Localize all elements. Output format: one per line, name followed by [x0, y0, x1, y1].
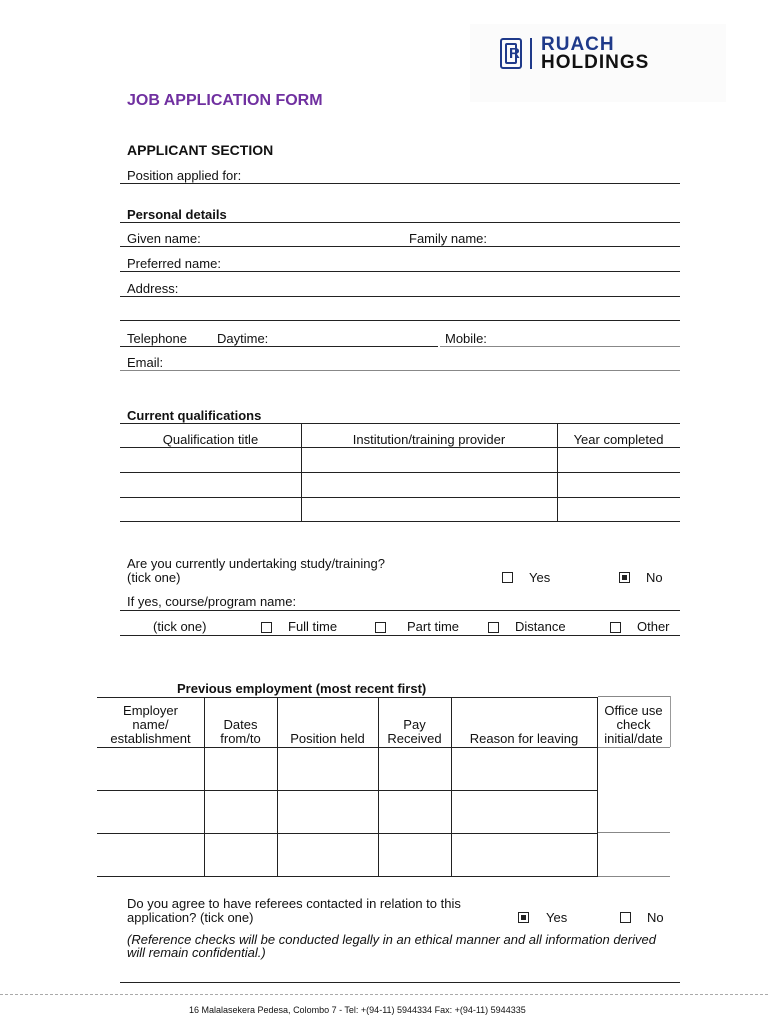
referees-yes-label: Yes [546, 910, 568, 925]
study-no-checkbox[interactable] [619, 572, 630, 583]
form-title: JOB APPLICATION FORM [127, 92, 323, 109]
column-header: Position held [290, 731, 365, 746]
course-name-label: If yes, course/program name: [127, 594, 297, 609]
reference-note-cont: will remain confidential.) [127, 945, 266, 960]
table-border [598, 696, 670, 697]
footer-divider [0, 994, 768, 995]
table-border [97, 790, 598, 791]
column-header: Institution/training provider [352, 432, 506, 447]
column-header: Dates [223, 717, 258, 732]
footer-address: 16 Malalasekera Pedesa, Colombo 7 - Tel: +(94-11) 5944334 Fax: +(94-11) 5944335 [189, 1005, 526, 1015]
full-time-checkbox[interactable] [261, 622, 272, 633]
address-field-line2[interactable] [120, 320, 680, 321]
table-border [277, 697, 278, 876]
study-yes-label: Yes [529, 570, 551, 585]
table-border [97, 747, 598, 748]
reference-note: (Reference checks will be conducted legally in an ethical manner and all information derived [127, 932, 656, 947]
preferred-name-label: Preferred name: [127, 256, 221, 271]
divider [120, 982, 680, 983]
study-question: Are you currently undertaking study/training? [127, 556, 385, 571]
study-no-label: No [646, 570, 663, 585]
divider [120, 635, 680, 636]
column-header: from/to [220, 731, 261, 746]
table-border [598, 876, 670, 877]
table-border [120, 472, 680, 473]
email-field[interactable] [120, 370, 680, 371]
name-field[interactable] [120, 246, 680, 247]
column-header: Year completed [573, 432, 664, 447]
position-applied-field[interactable] [120, 183, 680, 184]
daytime-label: Daytime: [217, 331, 269, 346]
study-yes-checkbox[interactable] [502, 572, 513, 583]
part-time-label: Part time [407, 619, 460, 634]
divider [120, 222, 680, 223]
part-time-checkbox[interactable] [375, 622, 386, 633]
course-name-field[interactable] [120, 610, 680, 611]
column-header: initial/date [604, 731, 663, 746]
referees-question: Do you agree to have referees contacted in relation to this [127, 896, 461, 911]
daytime-phone-field[interactable] [120, 346, 438, 347]
other-checkbox[interactable] [610, 622, 621, 633]
column-header: establishment [110, 731, 191, 746]
mobile-phone-field[interactable] [440, 346, 680, 347]
column-header: Pay [403, 717, 426, 732]
logo-divider [530, 38, 532, 69]
referees-yes-checkbox[interactable] [518, 912, 529, 923]
table-border [97, 833, 598, 834]
column-header: check [616, 717, 651, 732]
employment-heading: Previous employment (most recent first) [177, 681, 427, 696]
referees-no-label: No [647, 910, 664, 925]
logo-text-ruach: RUACH [541, 34, 615, 55]
preferred-name-field[interactable] [120, 271, 680, 272]
distance-checkbox[interactable] [488, 622, 499, 633]
full-time-label: Full time [288, 619, 338, 634]
referees-question-cont: application? (tick one) [127, 910, 254, 925]
table-border [598, 747, 670, 748]
column-header: Reason for leaving [469, 731, 579, 746]
column-header: Qualification title [162, 432, 259, 447]
table-border [97, 697, 598, 698]
table-border [670, 696, 671, 747]
table-border [120, 497, 680, 498]
address-label: Address: [127, 281, 179, 296]
table-border [97, 876, 598, 877]
family-name-label: Family name: [409, 231, 488, 246]
qualifications-heading: Current qualifications [127, 408, 262, 423]
personal-details-heading: Personal details [127, 207, 227, 222]
distance-label: Distance [515, 619, 566, 634]
email-label: Email: [127, 355, 164, 370]
telephone-label: Telephone [127, 331, 187, 346]
table-border [120, 423, 680, 424]
study-tick-hint: (tick one) [127, 570, 181, 585]
column-header: Received [387, 731, 442, 746]
table-border [598, 832, 670, 833]
given-name-label: Given name: [127, 231, 201, 246]
position-applied-label: Position applied for: [127, 168, 242, 183]
applicant-section-title: APPLICANT SECTION [127, 142, 274, 158]
table-border [120, 521, 680, 522]
column-header: Employer [123, 703, 178, 718]
mobile-label: Mobile: [445, 331, 487, 346]
other-label: Other [637, 619, 670, 634]
column-header: Office use [604, 703, 663, 718]
table-border [451, 697, 452, 876]
address-field-line1[interactable] [120, 296, 680, 297]
column-header: name/ [132, 717, 169, 732]
logo-r-icon: R [500, 38, 522, 69]
logo-text-holdings: HOLDINGS [541, 52, 650, 73]
study-mode-tick-hint: (tick one) [153, 619, 207, 634]
table-border [120, 447, 680, 448]
company-logo [470, 24, 726, 102]
referees-no-checkbox[interactable] [620, 912, 631, 923]
